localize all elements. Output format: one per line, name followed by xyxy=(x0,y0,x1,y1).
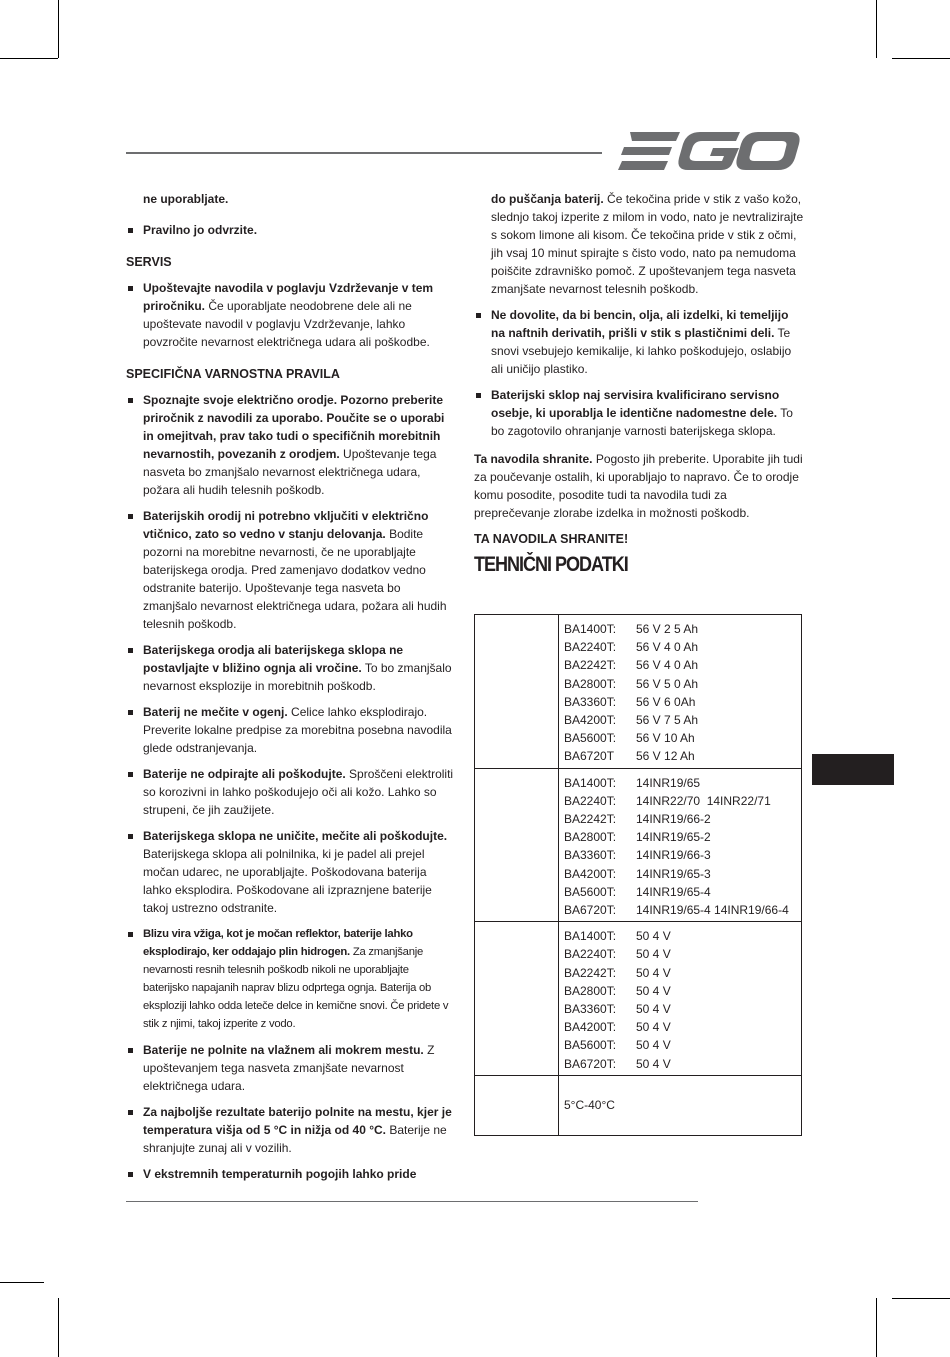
crop-mark xyxy=(876,1298,877,1357)
spec-entry: BA2240T: 14INR22/70 14INR22/71 xyxy=(564,793,771,808)
table-row xyxy=(475,922,802,1076)
spec-entry: BA2800T: 56 V 5 0 Ah xyxy=(564,676,699,691)
spec-entry: BA2242T: 56 V 4 0 Ah xyxy=(564,658,699,673)
spec-entry: BA3360T: 14INR19/66-3 xyxy=(564,848,711,863)
spec-entry: BA1400T: 14INR19/65 xyxy=(564,775,701,790)
technical-data-table xyxy=(474,614,802,1136)
spec-entry: BA1400T: 56 V 2 5 Ah xyxy=(564,622,699,636)
bullet-item: Baterije ne odpirajte ali poškodujte. Sproščeni elektroliti so korozivni in lahko poškodujejo oči ali kožo. Lahko so strupeni, če jih zaužijete. xyxy=(126,765,456,819)
bullet-item: Upoštevajte navodila v poglavju Vzdrževanje v tem priročniku. Če uporabljate neodobrene dele ali ne upoštevate navodil v poglavju Vzdrževanje, lahko povzročite nevarnost električnega udara ali poškodbe. xyxy=(126,279,456,351)
bullet-item: Pravilno jo odvrzite. xyxy=(126,221,456,239)
bullet-item: Za najboljše rezultate baterijo polnite na mestu, kjer je temperatura višja od 5 °C in nižja od 40 °C. Baterije ne shranjujte zunaj ali v vozilih. xyxy=(126,1103,456,1157)
temperature-cell: 5°C-40°C xyxy=(559,1075,802,1135)
header-rule xyxy=(126,152,602,154)
spec-entry: BA6720T: 50 4 V xyxy=(564,1056,671,1071)
spec-entry: BA2242T: 14INR19/66-2 xyxy=(564,812,711,827)
bullet-item: Ne dovolite, da bi bencin, olja, ali izdelki, ki temeljijo na naftnih derivatih, prišli v stik s plastičnimi deli. Te snovi vsebujejo kemikalije, ki lahko poškodujejo, oslabijo ali uničijo plastiko. xyxy=(474,306,804,378)
bullet-item: Spoznajte svoje električno orodje. Pozorno preberite priročnik z navodili za uporabo. Poučite se o uporabi in omejitvah, prav tako tudi o specifičnih morebitnih nevarnostih, povezanih z orodjem. Upoštevanje tega nasveta bo zmanjšalo nevarnost električnega udara, požara ali hudih telesnih poškodb. xyxy=(126,391,456,499)
crop-mark xyxy=(892,58,950,59)
bullet-item: Baterij ne mečite v ogenj. Celice lahko eksplodirajo. Preverite lokalne predpise za morebitna posebna navodila glede odstranjevanja. xyxy=(126,703,456,757)
left-column xyxy=(126,190,456,1191)
table-value-cell xyxy=(559,922,802,1076)
technical-data-title: TEHNIČNI PODATKI xyxy=(474,553,628,576)
table-value-cell xyxy=(559,768,802,922)
table-label-cell xyxy=(475,1075,559,1135)
table-value-cell xyxy=(559,615,802,769)
specific-safety-heading: SPECIFIČNA VARNOSTNA PRAVILA xyxy=(126,367,340,381)
bullet-item: Baterijskega orodja ali baterijskega sklopa ne postavljajte v bližino ognja ali vročine. To bo zmanjšalo nevarnost eksplozije in morebitnih poškodb. xyxy=(126,641,456,695)
bullet-item: Blizu vira vžiga, kot je močan reflektor, baterije lahko eksplodirajo, ker oddajajo plin hidrogen. Za zmanjšanje nevarnosti resnih telesnih poškodb nikoli ne uporabljajte baterijsko napajanih naprav blizu odprtega ognja. Baterija ob eksploziji lahko odda leteče delce in kemične snovi. Če pridete v stik z njimi, takoj izperite z vodo. xyxy=(126,925,456,1033)
spec-entry: BA2240T: 56 V 4 0 Ah xyxy=(564,640,699,655)
ego-logo xyxy=(618,130,800,172)
crop-mark xyxy=(58,0,59,58)
servis-heading: SERVIS xyxy=(126,255,172,269)
table-label-cell xyxy=(475,922,559,1076)
spec-entry: BA2242T: 50 4 V xyxy=(564,965,671,980)
table-row xyxy=(475,1075,802,1135)
continuation-text: do puščanja baterij. Če tekočina pride v stik z vašo kožo, slednjo takoj izperite z milom in vodo, nato je nevtralizirajte s sokom limone ali kisom. Če tekočina pride v stik z očmi, jih vsaj 10 minut spirajte s čisto vodo, nato pa nemudoma poiščite zdravniško pomoč. Z upoštevanjem tega nasveta zmanjšate nevarnost telesnih poškodb. xyxy=(491,192,804,296)
bullet-item: V ekstremnih temperaturnih pogojih lahko pride xyxy=(126,1165,456,1183)
spec-entry: BA4200T: 56 V 7 5 Ah xyxy=(564,713,699,728)
language-tab xyxy=(812,754,894,785)
spec-entry: BA1400T: 50 4 V xyxy=(564,929,671,944)
spec-entry: BA6720T 56 V 12 Ah xyxy=(564,749,695,764)
table-row xyxy=(475,768,802,922)
right-column xyxy=(474,190,804,578)
spec-entry: BA5600T: 50 4 V xyxy=(564,1038,671,1053)
bullet-item: Baterijskih orodij ni potrebno vključiti v električno vtičnico, zato so vedno v stanju delovanja. Bodite pozorni na morebitne nevarnosti, če ne uporabljajte baterijskega orodja. Pred zamenjavo dodatkov vedno odstranite baterijo. Upoštevanje tega nasveta bo zmanjšalo nevarnost električnega udara, požara ali hudih telesnih poškodb. xyxy=(126,507,456,633)
keep-instructions-paragraph: Ta navodila shranite. Pogosto jih preberite. Uporabite jih tudi za poučevanje ostalih, ki uporabljajo to napravo. Če to orodje komu posodite, posodite tudi ta navodila tudi za preprečevanje zlorabe izdelka in možnosti poškodb. xyxy=(474,452,803,520)
table-label-cell xyxy=(475,615,559,769)
spec-entry: BA2800T: 14INR19/65-2 xyxy=(564,830,711,845)
crop-mark xyxy=(892,1298,950,1299)
table-label-cell xyxy=(475,768,559,922)
spec-entry: BA5600T: 56 V 10 Ah xyxy=(564,731,695,746)
crop-mark xyxy=(0,58,58,59)
save-instructions-heading: TA NAVODILA SHRANITE! xyxy=(474,532,629,546)
bullet-item: Baterije ne polnite na vlažnem ali mokrem mestu. Z upoštevanjem tega nasveta zmanjšate nevarnost električnega udara. xyxy=(126,1041,456,1095)
spec-entry: BA3360T: 56 V 6 0Ah xyxy=(564,694,696,709)
crop-mark xyxy=(0,1282,44,1283)
spec-entry: BA3360T: 50 4 V xyxy=(564,1002,671,1017)
crop-mark xyxy=(58,1298,59,1357)
spec-entry: BA5600T: 14INR19/65-4 xyxy=(564,884,711,899)
continuation-text: ne uporabljate. xyxy=(143,192,229,206)
bullet-item: Baterijski sklop naj servisira kvalificirano servisno osebje, ki uporablja le identične nadomestne dele. To bo zagotovilo ohranjanje varnosti baterijskega sklopa. xyxy=(474,386,804,440)
spec-entry: BA2240T: 50 4 V xyxy=(564,947,671,962)
spec-entry: BA6720T: 14INR19/65-4 14INR19/66-4 xyxy=(564,903,789,918)
footer-rule xyxy=(126,1201,698,1202)
spec-entry: BA4200T: 50 4 V xyxy=(564,1020,671,1035)
spec-entry: BA2800T: 50 4 V xyxy=(564,983,671,998)
crop-mark xyxy=(876,0,877,58)
bullet-item: Baterijskega sklopa ne uničite, mečite ali poškodujte. Baterijskega sklopa ali polnilnika, ki je padel ali prejel močan udarec, ne uporabljajte. Poškodovana baterija lahko eksplodira. Poškodovane ali izpraznjene baterije takoj ustrezno odstranite. xyxy=(126,827,456,917)
table-row xyxy=(475,615,802,769)
spec-entry: BA4200T: 14INR19/65-3 xyxy=(564,866,711,881)
